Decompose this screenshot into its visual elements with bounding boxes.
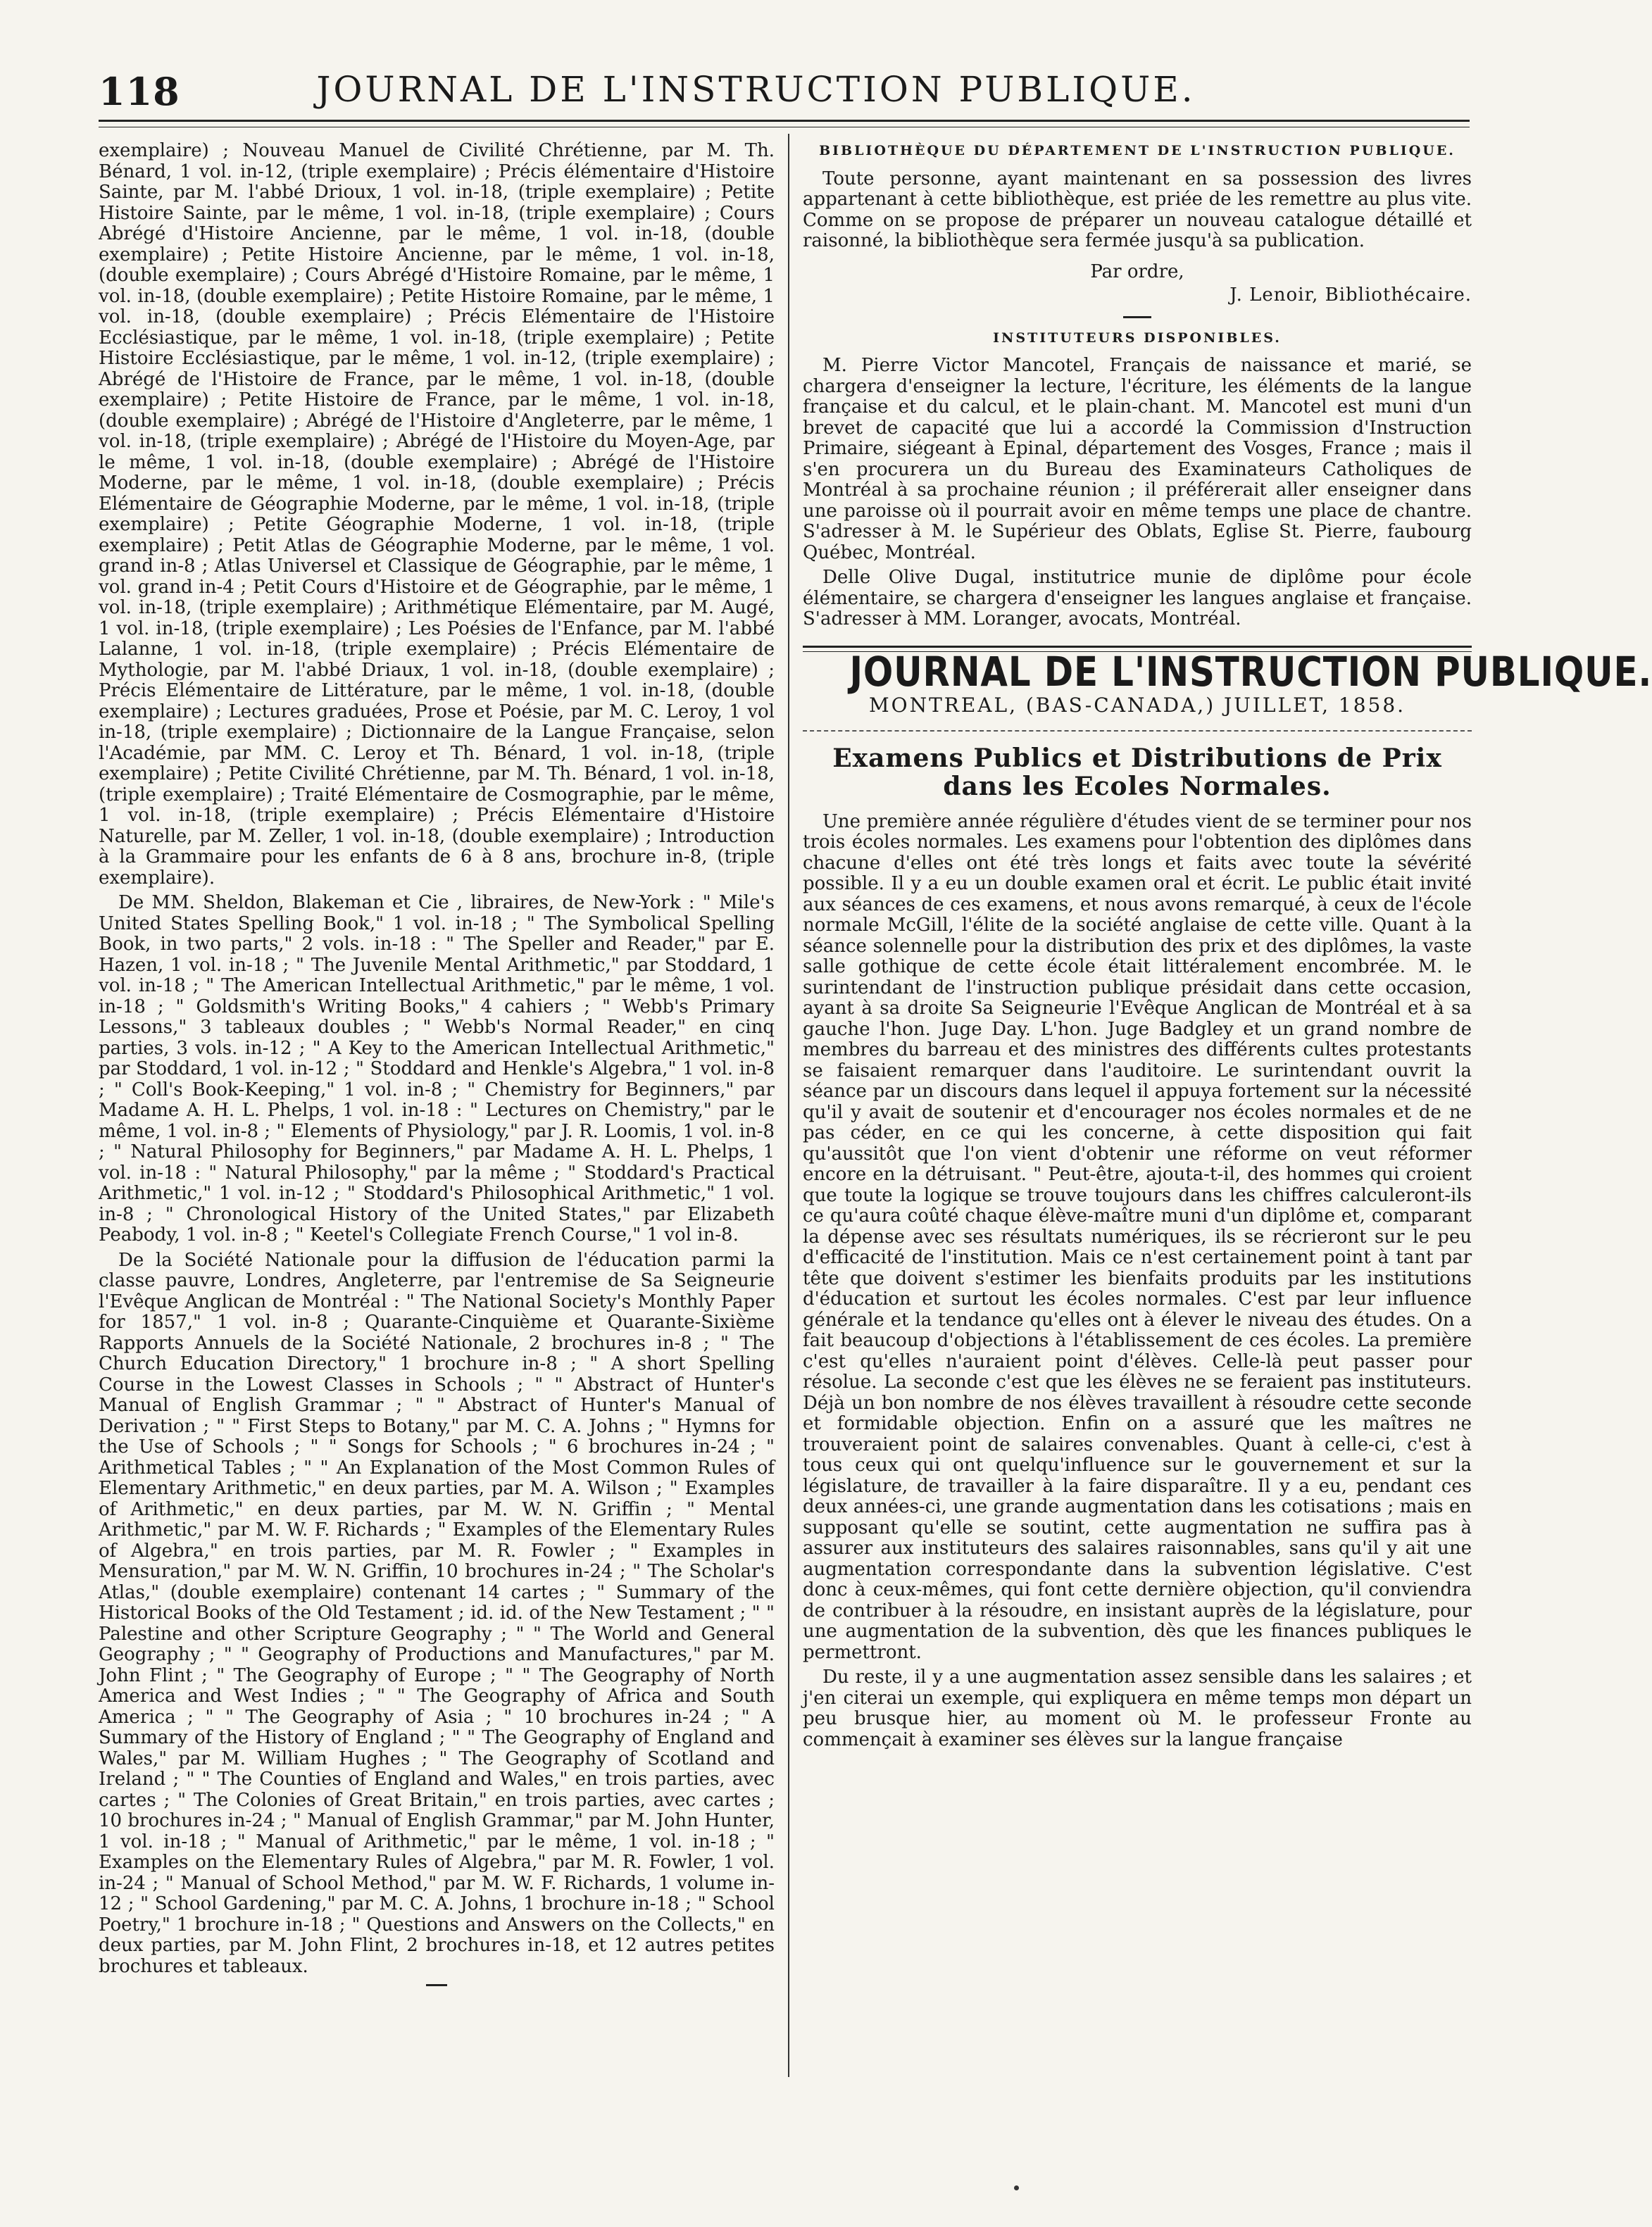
article-paragraph: Une première année régulière d'études vient de se terminer pour nos trois écoles normales. Les examens pour l'obtention des diplômes dans chacune d'elles ont été très longs et faits avec toute la sévérité possible. Il y a eu un double examen oral et écrit. Le public était invité aux séances de ces examens, et nous avons remarqué, à ceux de l'école normale McGill, l'élite de la société anglaise de cette ville. Quant à la séance solennelle pour la distribution des prix et des diplômes, la vaste salle gothique de cette école était littéralement encombrée. M. le surintendant de l'instruction publique présidait dans cette occasion, ayant à sa droite Sa Seigneurie l'Evêque Anglican de Montréal et à sa gauche l'hon. Juge Day. L'hon. Juge Badgley et un grand nombre de membres du barreau et des ministres des différents cultes protestants se faisaient remarquer dans l'auditoire. Le surintendant ouvrit la séance par un discours dans lequel il appuya fortement sur la nécessité qu'il y avait de soutenir et d'encourager nos écoles normales et de ne pas céder, en ce qui les concerne, à cette disposition qui fait qu'aussitôt que l'on vient d'obtenir une réforme on veut réformer encore en la détruisant. " Peut-être, ajouta-t-il, des hommes qui croient que toute la logique se trouve toujours dans les chiffres calculeront-ils ce qu'aura coûté chaque élève-maître muni d'un diplôme et, comparant la dépense avec ses résultats numériques, ils se récrieront sur le peu d'efficacité de l'institution. Mais ce n'est certainement point à tant par tête que doivent s'estimer les bienfaits produits par les institutions d'éducation et surtout les écoles normales. C'est par leur influence générale et la tendance qu'elles ont à élever le niveau des études. On a fait beaucoup d'objections à l'établissement de ces écoles. La première c'est qu'elles n'auraient point d'élèves. Celle-là peut passer pour résolue. La seconde c'est que les élèves ne se feraient pas instituteurs. Déjà un bon nombre de nos élèves travaillent à résoudre cette seconde et formidable objection. Enfin on a assuré que les maîtres ne trouveraient point de salaires convenables. Quant à celle-ci, c'est à tous ceux qui ont quelqu'influence sur le gouvernement et sur la législature, de travailler à la faire disparaître. Il y a eu, pendant ces deux années-ci, une grande augmentation dans les cotisations ; mais en supposant qu'elle se soutint, cette augmentation ne suffira pas à assurer aux instituteurs des salaires raisonnables, sans qu'il y ait une augmentation correspondante dans la subvention législative. C'est donc à ceux-mêmes, qui font cette dernière objection, qu'il conviendra de contribuer à la résoudre, en insistant auprès de la législature, pour une augmentation de la subvention, dès que les finances publiques le permettront. — [803, 810, 1472, 1663]
header-rule — [99, 120, 1470, 127]
masthead: JOURNAL DE L'INSTRUCTION PUBLIQUE. — [849, 647, 1652, 696]
book-list-paragraph: De la Société Nationale pour la diffusion de l'éducation parmi la classe pauvre, Londres, Angleterre, par l'entremise de Sa Seigneurie l'Evêque Anglican de Montréal : " The National Society's Monthly Paper for 1857," 1 vol. in-8 ; Quarante-Cinquième et Quarante-Sixième Rapports Annuels de la Société Nationale, 2 brochures in-8 ; " The Church Education Directory," 1 brochure in-8 ; " A short Spelling Course in the Lowest Classes in Schools ; " " Abstract of Hunter's Manual of English Grammar ; " " Abstract of Hunter's Manual of Derivation ; " " First Steps to Botany," par M. C. A. Johns ; " Hymns for the Use of Schools ; " " Songs for Schools ; " 6 brochures in-24 ; " Arithmetical Tables ; " " An Explanation of the Most Common Rules of Elementary Arithmetic," en deux parties, par M. A. Wilson ; " Examples of Arithmetic," en deux parties, par M. W. N. Griffin ; " Mental Arithmetic," par M. W. F. Richards ; " Examples of the Elementary Rules of Algebra," en trois parties, par M. R. Fowler ; " Examples in Mensuration," par M. W. N. Griffin, 10 brochures in-24 ; " The Scholar's Atlas," (double exemplaire) contenant 14 cartes ; " Summary of the Historical Books of the Old Testament ; id. id. of the New Testament ; " " Palestine and other Scripture Geography ; " " The World and General Geography ; " " Geography of Productions and Manufactures," par M. John Flint ; " The Geography of Europe ; " " The Geography of North America and West Indies ; " " The Geography of Africa and South America ; " " The Geography of Asia ; " 10 brochures in-24 ; " A Summary of the History of England ; " " The Geography of England and Wales," par M. William Hughes ; " The Geography of Scotland and Ireland ; " " The Counties of England and Wales," en trois parties, avec cartes ; " The Colonies of Great Britain," en trois parties, avec cartes ; 10 brochures in-24 ; " Manual of English Grammar," par M. John Hunter, 1 vol. in-18 ; " Manual of Arithmetic," par le même, 1 vol. in-18 ; " Examples on the Elementary Rules of Algebra," par M. R. Fowler, 1 vol. in-24 ; " Manual of School Method," par M. W. F. Richards, 1 volume in-12 ; " School Gardening," par M. C. A. Johns, 1 brochure in-18 ; " School Poetry," 1 brochure in-18 ; " Questions and Answers on the Collects," en deux parties, par M. John Flint, 2 brochures in-18, et 12 autres petites brochures et tableaux. — [99, 1249, 775, 1977]
dateline: MONTREAL, (BAS-CANADA,) JUILLET, 1858. — [868, 694, 1406, 717]
page-dot — [1014, 2185, 1019, 2190]
article-paragraph: Du reste, il y a une augmentation assez sensible dans les salaires ; et j'en citerai un exemple, qui expliquera en même temps mon départ un peu brusque hier, au moment où M. le professeur Fronte au commençait à examiner ses élèves sur la langue française — [803, 1667, 1472, 1750]
left-column — [99, 141, 775, 1993]
dateline-rule — [803, 730, 1472, 732]
teachers-heading: INSTITUTEURS DISPONIBLES. — [993, 330, 1282, 346]
librarian-signature: J. Lenoir, Bibliothécaire. — [1229, 284, 1472, 306]
teacher-notice: Delle Olive Dugal, institutrice munie de diplôme pour école élémentaire, se chargera d'enseigner les langues anglaise et française. S'adresser à MM. Loranger, avocats, Montréal. — [803, 567, 1472, 629]
right-column — [803, 141, 1652, 1755]
page-number: 118 — [99, 69, 180, 114]
book-list-paragraph: De MM. Sheldon, Blakeman et Cie , libraires, de New-York : " Mile's United States Spelling Book," 1 vol. in-18 ; " The Symbolical Spelling Book, in two parts," 2 vols. in-18 : " The Speller and Reader," par E. Hazen, 1 vol. in-18 ; " The Juvenile Mental Arithmetic," par Stoddard, 1 vol. in-18 ; " The American Intellectual Arithmetic," par le même, 1 vol. in-18 ; " Goldsmith's Writing Books," 4 cahiers ; " Webb's Primary Lessons," 3 tableaux doubles ; " Webb's Normal Reader," en cinq parties, 3 vols. in-12 ; " A Key to the American Intellectual Arithmetic," par Stoddard, 1 vol. in-12 ; " Stoddard and Henkle's Algebra," 1 vol. in-8 ; " Coll's Book-Keeping," 1 vol. in-8 ; " Chemistry for Beginners," par Madame A. H. L. Phelps, 1 vol. in-18 : " Lectures on Chemistry," par le même, 1 vol. in-8 ; " Elements of Physiology," par J. R. Loomis, 1 vol. in-8 ; " Natural Philosophy for Beginners," par Madame A. H. L. Phelps, 1 vol. in-18 : " Natural Philosophy," par la même ; " Stoddard's Practical Arithmetic," 1 vol. in-12 ; " Stoddard's Philosophical Arithmetic," 1 vol. in-8 ; " Chronological History of the United States," par Elizabeth Peabody, 1 vol. in-8 ; " Keetel's Collegiate French Course," 1 vol in-8. — [99, 892, 775, 1246]
book-list-paragraph: exemplaire) ; Nouveau Manuel de Civilité Chrétienne, par M. Th. Bénard, 1 vol. in-12, (triple exemplaire) ; Précis élémentaire d'Histoire Sainte, par M. l'abbé Drioux, 1 vol. in-18, (triple exemplaire) ; Petite Histoire Sainte, par le même, 1 vol. in-18, (triple exemplaire) ; Cours Abrégé d'Histoire Ancienne, par le même, 1 vol. in-18, (double exemplaire) ; Petite Histoire Ancienne, par le même, 1 vol. in-18, (double exemplaire) ; Cours Abrégé d'Histoire Romaine, par le même, 1 vol. in-18, (double exemplaire) ; Petite Histoire Romaine, par le même, 1 vol. in-18, (double exemplaire) ; Précis Elémentaire de l'Histoire Ecclésiastique, par le même, 1 vol. in-18, (triple exemplaire) ; Petite Histoire Ecclésiastique, par le même, 1 vol. in-12, (triple exemplaire) ; Abrégé de l'Histoire de France, par le même, 1 vol. in-18, (double exemplaire) ; Petite Histoire de France, par le même, 1 vol. in-18, (double exemplaire) ; Abrégé de l'Histoire d'Angleterre, par le même, 1 vol. in-18, (triple exemplaire) ; Abrégé de l'Histoire du Moyen-Age, par le même, 1 vol. in-18, (double exemplaire) ; Abrégé de l'Histoire Moderne, par le même, 1 vol. in-18, (double exemplaire) ; Précis Elémentaire de Géographie Moderne, par le même, 1 vol. in-18, (triple exemplaire) ; Petite Géographie Moderne, 1 vol. in-18, (triple exemplaire) ; Petit Atlas de Géographie Moderne, par le même, 1 vol. grand in-8 ; Atlas Universel et Classique de Géographie, par le même, 1 vol. grand in-4 ; Petit Cours d'Histoire et de Géographie, par le même, 1 vol. in-18, (triple exemplaire) ; Arithmétique Elémentaire, par M. Augé, 1 vol. in-18, (triple exemplaire) ; Les Poésies de l'Enfance, par M. l'abbé Lalanne, 1 vol. in-18, (triple exemplaire) ; Précis Elémentaire de Mythologie, par M. l'abbé Driaux, 1 vol. in-18, (double exemplaire) ; Précis Elémentaire de Littérature, par le même, 1 vol. in-18, (double exemplaire) ; Lectures graduées, Prose et Poésie, par M. C. Leroy, 1 vol in-18, (triple exemplaire) ; Dictionnaire de la Langue Française, selon l'Académie, par MM. C. Leroy et Th. Bénard, 1 vol. in-18, (triple exemplaire) ; Petite Civilité Chrétienne, par M. Th. Bénard, 1 vol. in-18, (triple exemplaire) ; Traité Elémentaire de Cosmographie, par le même, 1 vol. in-18, (triple exemplaire) ; Précis Elémentaire d'Histoire Naturelle, par M. Zeller, 1 vol. in-18, (double exemplaire) ; Introduction à la Grammaire pour les enfants de 6 à 8 ans, brochure in-8, (triple exemplaire). — [99, 140, 775, 889]
library-heading: BIBLIOTHÈQUE DU DÉPARTEMENT DE L'INSTRUCTION PUBLIQUE. — [819, 143, 1456, 158]
library-notice: Toute personne, ayant maintenant en sa possession des livres appartenant à cette bibliothèque, est priée de les remettre au plus vite. Comme on se propose de préparer un nouveau catalogue détaillé et raisonné, la bibliothèque sera fermée jusqu'à sa publication. — [803, 168, 1472, 251]
article-title: Examens Publics et Distributions de Prix dans les Ecoles Normales. — [832, 743, 1442, 801]
by-order: Par ordre, — [1090, 261, 1184, 282]
section-dash — [1123, 316, 1151, 318]
running-title: JOURNAL DE L'INSTRUCTION PUBLIQUE. — [316, 69, 1196, 110]
column-divider — [788, 134, 789, 2077]
end-dash — [426, 1984, 447, 1986]
teacher-notice: M. Pierre Victor Mancotel, Français de naissance et marié, se chargera d'enseigner la lecture, l'écriture, les éléments de la langue française et du calcul, et le plain-chant. M. Mancotel est muni d'un brevet de capacité que lui a accordé la Commission d'Instruction Primaire, siégeant à Epinal, département des Vosges, France ; mais il s'en procurera un du Bureau des Examinateurs Catholiques de Montréal à sa prochaine réunion ; il préférerait aller enseigner dans une paroisse où il pourrait avoir en même temps une place de chantre. S'adresser à M. le Supérieur des Oblats, Eglise St. Pierre, faubourg Québec, Montréal. — [803, 355, 1472, 563]
